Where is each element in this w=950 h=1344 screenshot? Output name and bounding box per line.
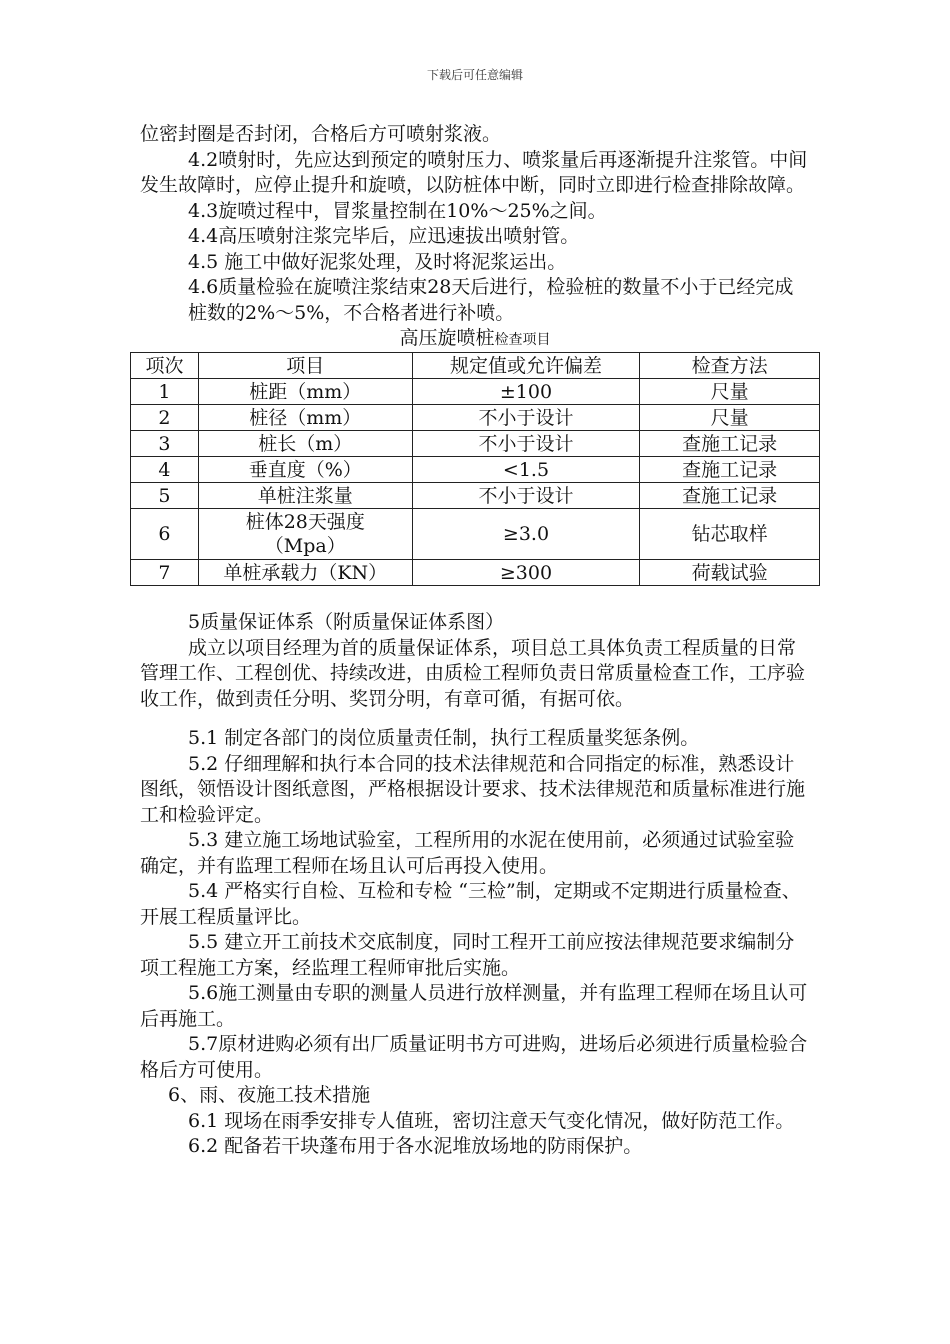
header-tolerance: 规定值或允许偏差 <box>412 353 640 379</box>
document-body <box>140 122 810 1160</box>
table-title-small: 检查项目 <box>494 332 551 348</box>
cell-no: 6 <box>131 509 199 560</box>
cell-item: 桩径（mm） <box>198 405 412 431</box>
section-5-heading: 5质量保证体系（附质量保证体系图） <box>188 611 505 633</box>
cell-tolerance: <1.5 <box>412 457 640 483</box>
cell-item: 桩距（mm） <box>198 379 412 405</box>
paragraph-4-6: 4.6质量检验在旋喷注浆结束28天后进行，检验桩的数量不小于已经完成桩数的2%～5%，不合格者进行补喷。 <box>188 276 794 324</box>
table-row <box>131 431 820 457</box>
cell-method: 查施工记录 <box>640 431 820 457</box>
table-row <box>131 509 820 560</box>
header-item-no: 项次 <box>131 353 199 379</box>
cell-tolerance: ≥300 <box>412 560 640 586</box>
table-row <box>131 483 820 509</box>
cell-tolerance: ≥3.0 <box>412 509 640 560</box>
cell-method: 尺量 <box>640 405 820 431</box>
cell-method: 查施工记录 <box>640 457 820 483</box>
cell-no: 5 <box>131 483 199 509</box>
cell-method: 尺量 <box>640 379 820 405</box>
paragraph-4-2: 4.2喷射时，先应达到预定的喷射压力、喷浆量后再逐渐提升注浆管。中间发生故障时，应停止提升和旋喷，以防桩体中断，同时立即进行检查排除故障。 <box>140 148 808 196</box>
cell-method: 钻芯取样 <box>640 509 820 560</box>
cell-method: 荷载试验 <box>640 560 820 586</box>
cell-no: 7 <box>131 560 199 586</box>
cell-no: 1 <box>131 379 199 405</box>
paragraph-4-5: 4.5 施工中做好泥浆处理，及时将泥浆运出。 <box>188 250 567 273</box>
cell-method: 查施工记录 <box>640 483 820 509</box>
paragraph-5-1: 5.1 制定各部门的岗位质量责任制，执行工程质量奖惩条例。 <box>188 727 700 749</box>
paragraph-5-5: 5.5 建立开工前技术交底制度，同时工程开工前应按法律规范要求编制分项工程施工方案，经监理工程师审批后实施。 <box>140 931 795 979</box>
cell-item: 垂直度（%） <box>198 457 412 483</box>
paragraph-4-4: 4.4高压喷射注浆完毕后，应迅速拔出喷射管。 <box>188 225 580 247</box>
cell-tolerance: 不小于设计 <box>412 405 640 431</box>
header-method: 检查方法 <box>640 353 820 379</box>
cell-item: 桩长（m） <box>198 431 412 457</box>
inspection-table <box>130 352 820 586</box>
cell-no: 3 <box>131 431 199 457</box>
paragraph-6-2: 6.2 配备若干块蓬布用于各水泥堆放场地的防雨保护。 <box>188 1135 643 1157</box>
cell-tolerance: 不小于设计 <box>412 483 640 509</box>
paragraph-5-7: 5.7原材进购必须有出厂质量证明书方可进购，进场后必须进行质量检验合格后方可使用。 <box>140 1033 808 1081</box>
cell-item: 单桩注浆量 <box>198 483 412 509</box>
table-row <box>131 379 820 405</box>
table-header-row <box>131 353 820 379</box>
paragraph-5-4: 5.4 严格实行自检、互检和专检 “三检”制，定期或不定期进行质量检查、开展工程质量评比。 <box>140 880 801 928</box>
section-5-intro: 成立以项目经理为首的质量保证体系，项目总工具体负责工程质量的日常管理工作、工程创优、持续改进，由质检工程师负责日常质量检查工作，工序验收工作，做到责任分明、奖罚分明，有章可循，有据可依。 <box>140 636 806 710</box>
paragraph-5-3: 5.3 建立施工场地试验室，工程所用的水泥在使用前，必须通过试验室验确定，并有监理工程师在场且认可后再投入使用。 <box>140 829 795 877</box>
header-item: 项目 <box>198 353 412 379</box>
table-title-main: 高压旋喷桩 <box>399 327 495 349</box>
cell-tolerance: ±100 <box>412 379 640 405</box>
cell-no: 2 <box>131 405 199 431</box>
table-row <box>131 560 820 586</box>
paragraph-6-1: 6.1 现场在雨季安排专人值班，密切注意天气变化情况，做好防范工作。 <box>188 1109 795 1132</box>
paragraph-4-3: 4.3旋喷过程中，冒浆量控制在10%～25%之间。 <box>188 199 607 222</box>
table-title <box>140 326 810 352</box>
table-row <box>131 405 820 431</box>
table-row <box>131 457 820 483</box>
cell-tolerance: 不小于设计 <box>412 431 640 457</box>
paragraph-seal-check: 位密封圈是否封闭，合格后方可喷射浆液。 <box>140 123 502 145</box>
section-6-heading: 6、雨、夜施工技术措施 <box>168 1084 371 1106</box>
cell-item: 单桩承载力（KN） <box>198 560 412 586</box>
cell-no: 4 <box>131 457 199 483</box>
paragraph-5-6: 5.6施工测量由专职的测量人员进行放样测量，并有监理工程师在场且认可后再施工。 <box>140 982 808 1030</box>
cell-item: 桩体28天强度（Mpa） <box>198 509 412 560</box>
paragraph-5-2: 5.2 仔细理解和执行本合同的技术法律规范和合同指定的标准，熟悉设计图纸，领悟设计图纸意图，严格根据设计要求、技术法律规范和质量标准进行施工和检验评定。 <box>140 752 806 826</box>
page-header: 下载后可任意编辑 <box>426 68 523 82</box>
